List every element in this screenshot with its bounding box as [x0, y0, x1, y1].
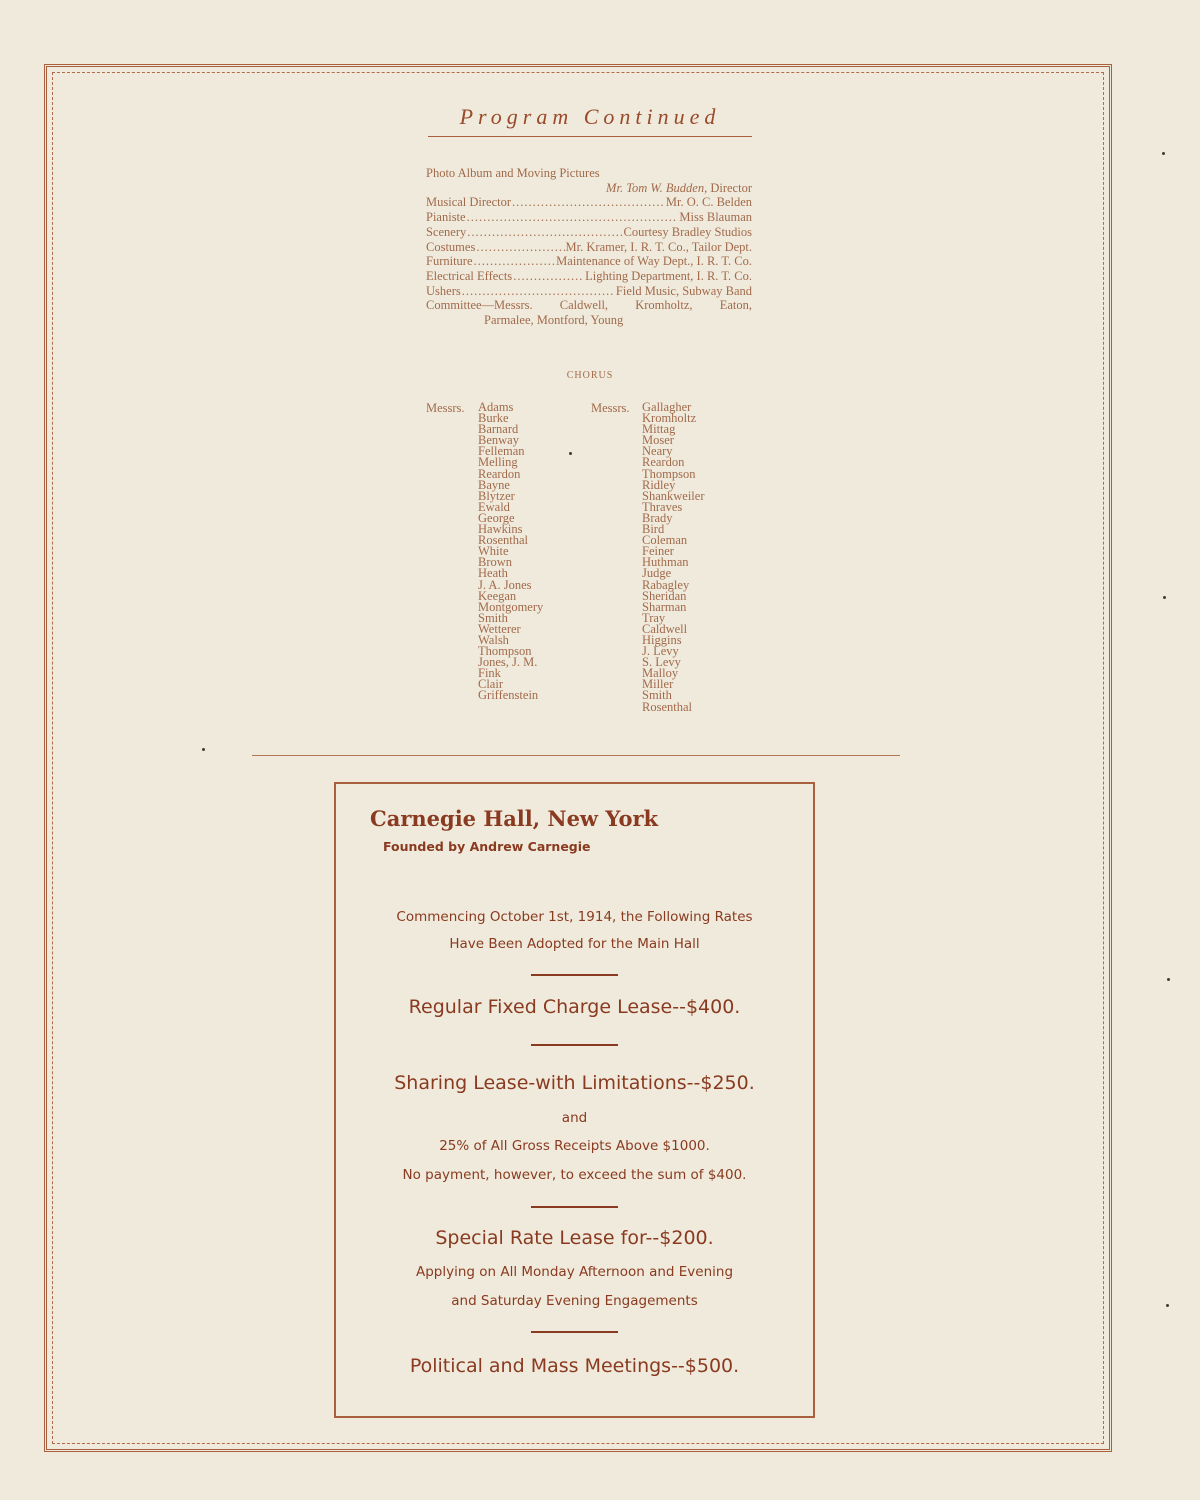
ad-rate-special-note1: Applying on All Monday Afternoon and Evening	[415, 1264, 734, 1280]
chorus-member: Sheridan	[642, 588, 687, 603]
chorus-member: Ewald	[478, 499, 510, 514]
chorus-member: Walsh	[478, 632, 509, 647]
chorus-member: Sharman	[642, 599, 687, 614]
page-title: Program Continued	[459, 104, 721, 129]
advertisement-box	[334, 782, 815, 1418]
chorus-member: Blytzer	[478, 488, 515, 503]
chorus-member: Bayne	[478, 477, 510, 492]
paper-speck	[1166, 1304, 1169, 1307]
chorus-member: Reardon	[478, 466, 521, 481]
paper-speck	[569, 452, 572, 455]
credit-row: Musical Director ..... Mr. O. C. Belden	[426, 195, 752, 210]
chorus-member: Barnard	[478, 422, 519, 437]
chorus-member: Miller	[642, 677, 674, 692]
chorus-member: Griffenstein	[478, 688, 539, 703]
chorus-member: Huthman	[642, 555, 689, 570]
ad-rate-regular: Regular Fixed Charge Lease--$400.	[408, 996, 741, 1018]
ad-rule	[531, 1044, 618, 1046]
paper-speck	[1167, 978, 1170, 981]
chorus-left-names	[478, 402, 543, 702]
committee-line: Committee—Messrs. Caldwell, Kromholtz, Eaton,	[426, 298, 752, 313]
chorus-member: Fink	[478, 666, 501, 681]
chorus-member: Hawkins	[478, 522, 523, 537]
chorus-member: J. A. Jones	[478, 577, 532, 592]
chorus-member: George	[478, 510, 515, 525]
chorus-member: Rabagley	[642, 577, 690, 592]
chorus-member: Brown	[478, 555, 513, 570]
chorus-member: Gallagher	[642, 400, 692, 414]
ad-rate-sharing: Sharing Lease-with Limitations--$250.	[394, 1072, 755, 1094]
committee-continuation: Parmalee, Montford, Young	[484, 313, 624, 328]
chorus-member: J. Levy	[642, 644, 679, 659]
chorus-member: White	[478, 544, 509, 559]
chorus-member: Thraves	[642, 499, 683, 514]
credit-row: Ushers ..... Field Music, Subway Band	[426, 284, 752, 299]
credit-row: Pianiste ..... Miss Blauman	[426, 210, 752, 225]
ad-rate-special: Special Rate Lease for--$200.	[435, 1227, 714, 1249]
chorus-member: Thompson	[478, 644, 532, 659]
chorus-member: Burke	[478, 411, 509, 426]
chorus-member: Kromholtz	[642, 411, 697, 426]
chorus-member: Brady	[642, 510, 673, 525]
title-underline	[428, 136, 752, 137]
chorus-member: Rosenthal	[478, 533, 528, 548]
ad-intro-line1: Commencing October 1st, 1914, the Following Rates	[396, 909, 753, 925]
chorus-member: Clair	[478, 677, 503, 692]
chorus-member: Wetterer	[478, 621, 521, 636]
credit-row: Costumes ..... Mr. Kramer, I. R. T. Co., Tailor Dept.	[426, 240, 752, 255]
chorus-member: Neary	[642, 444, 673, 459]
chorus-member: Jones, J. M.	[478, 655, 538, 670]
paper-speck	[1163, 596, 1166, 599]
ad-rule	[531, 1206, 618, 1208]
chorus-right-label: Messrs.	[591, 401, 630, 415]
chorus-member: Felleman	[478, 444, 525, 459]
chorus-right-names	[642, 402, 704, 713]
section-divider	[252, 755, 900, 756]
chorus-member: Montgomery	[478, 599, 544, 614]
photo-director-title: Director	[710, 180, 752, 195]
chorus-member: Higgins	[642, 632, 682, 647]
credit-photo-director	[426, 181, 752, 196]
paper-speck	[1162, 152, 1165, 155]
chorus-member: Moser	[642, 433, 674, 448]
chorus-member: Judge	[642, 566, 672, 581]
chorus-member: Ridley	[642, 477, 676, 492]
chorus-member: Benway	[478, 433, 519, 448]
ad-rule	[531, 1331, 618, 1333]
chorus-member: Melling	[478, 455, 518, 470]
chorus-member: Mittag	[642, 422, 676, 437]
chorus-member: S. Levy	[642, 655, 681, 670]
ad-rate-special-note2: and Saturday Evening Engagements	[451, 1293, 698, 1309]
credits-list	[426, 166, 752, 328]
credit-photo-label: Photo Album and Moving Pictures	[426, 166, 600, 180]
chorus-member: Smith	[642, 688, 672, 703]
chorus-member: Heath	[478, 566, 508, 581]
chorus-member: Adams	[478, 400, 514, 414]
credit-row: Scenery ..... Courtesy Bradley Studios	[426, 225, 752, 240]
chorus-member: Thompson	[642, 466, 696, 481]
ad-rate-sharing-note: No payment, however, to exceed the sum of $400.	[402, 1167, 747, 1183]
chorus-member: Caldwell	[642, 621, 688, 636]
chorus-member: Feiner	[642, 544, 674, 559]
paper-speck	[202, 748, 205, 751]
ad-intro-line2: Have Been Adopted for the Main Hall	[449, 936, 700, 952]
chorus-member: Malloy	[642, 666, 679, 681]
ad-rate-political: Political and Mass Meetings--$500.	[409, 1355, 740, 1377]
chorus-member: Bird	[642, 522, 665, 537]
chorus-member: Reardon	[642, 455, 685, 470]
ad-title: Carnegie Hall, New York	[370, 806, 659, 831]
ad-subtitle: Founded by Andrew Carnegie	[383, 839, 591, 854]
photo-director-name: Mr. Tom W. Budden,	[606, 180, 708, 195]
ad-rule	[531, 974, 618, 976]
ad-rate-sharing-and: and	[561, 1110, 588, 1126]
credit-row: Electrical Effects ..... Lighting Department, I. R. T. Co.	[426, 269, 752, 284]
chorus-member: Coleman	[642, 533, 688, 548]
chorus-left-label: Messrs.	[426, 401, 465, 415]
chorus-member: Tray	[642, 610, 666, 625]
chorus-member: Shankweiler	[642, 488, 705, 503]
chorus-member: Keegan	[478, 588, 517, 603]
chorus-heading: CHORUS	[566, 370, 614, 381]
credit-row: Furniture ..... Maintenance of Way Dept., I. R. T. Co.	[426, 254, 752, 269]
ad-rate-sharing-extra: 25% of All Gross Receipts Above $1000.	[439, 1138, 710, 1154]
chorus-member: Rosenthal	[642, 699, 692, 714]
chorus-member: Smith	[478, 610, 508, 625]
